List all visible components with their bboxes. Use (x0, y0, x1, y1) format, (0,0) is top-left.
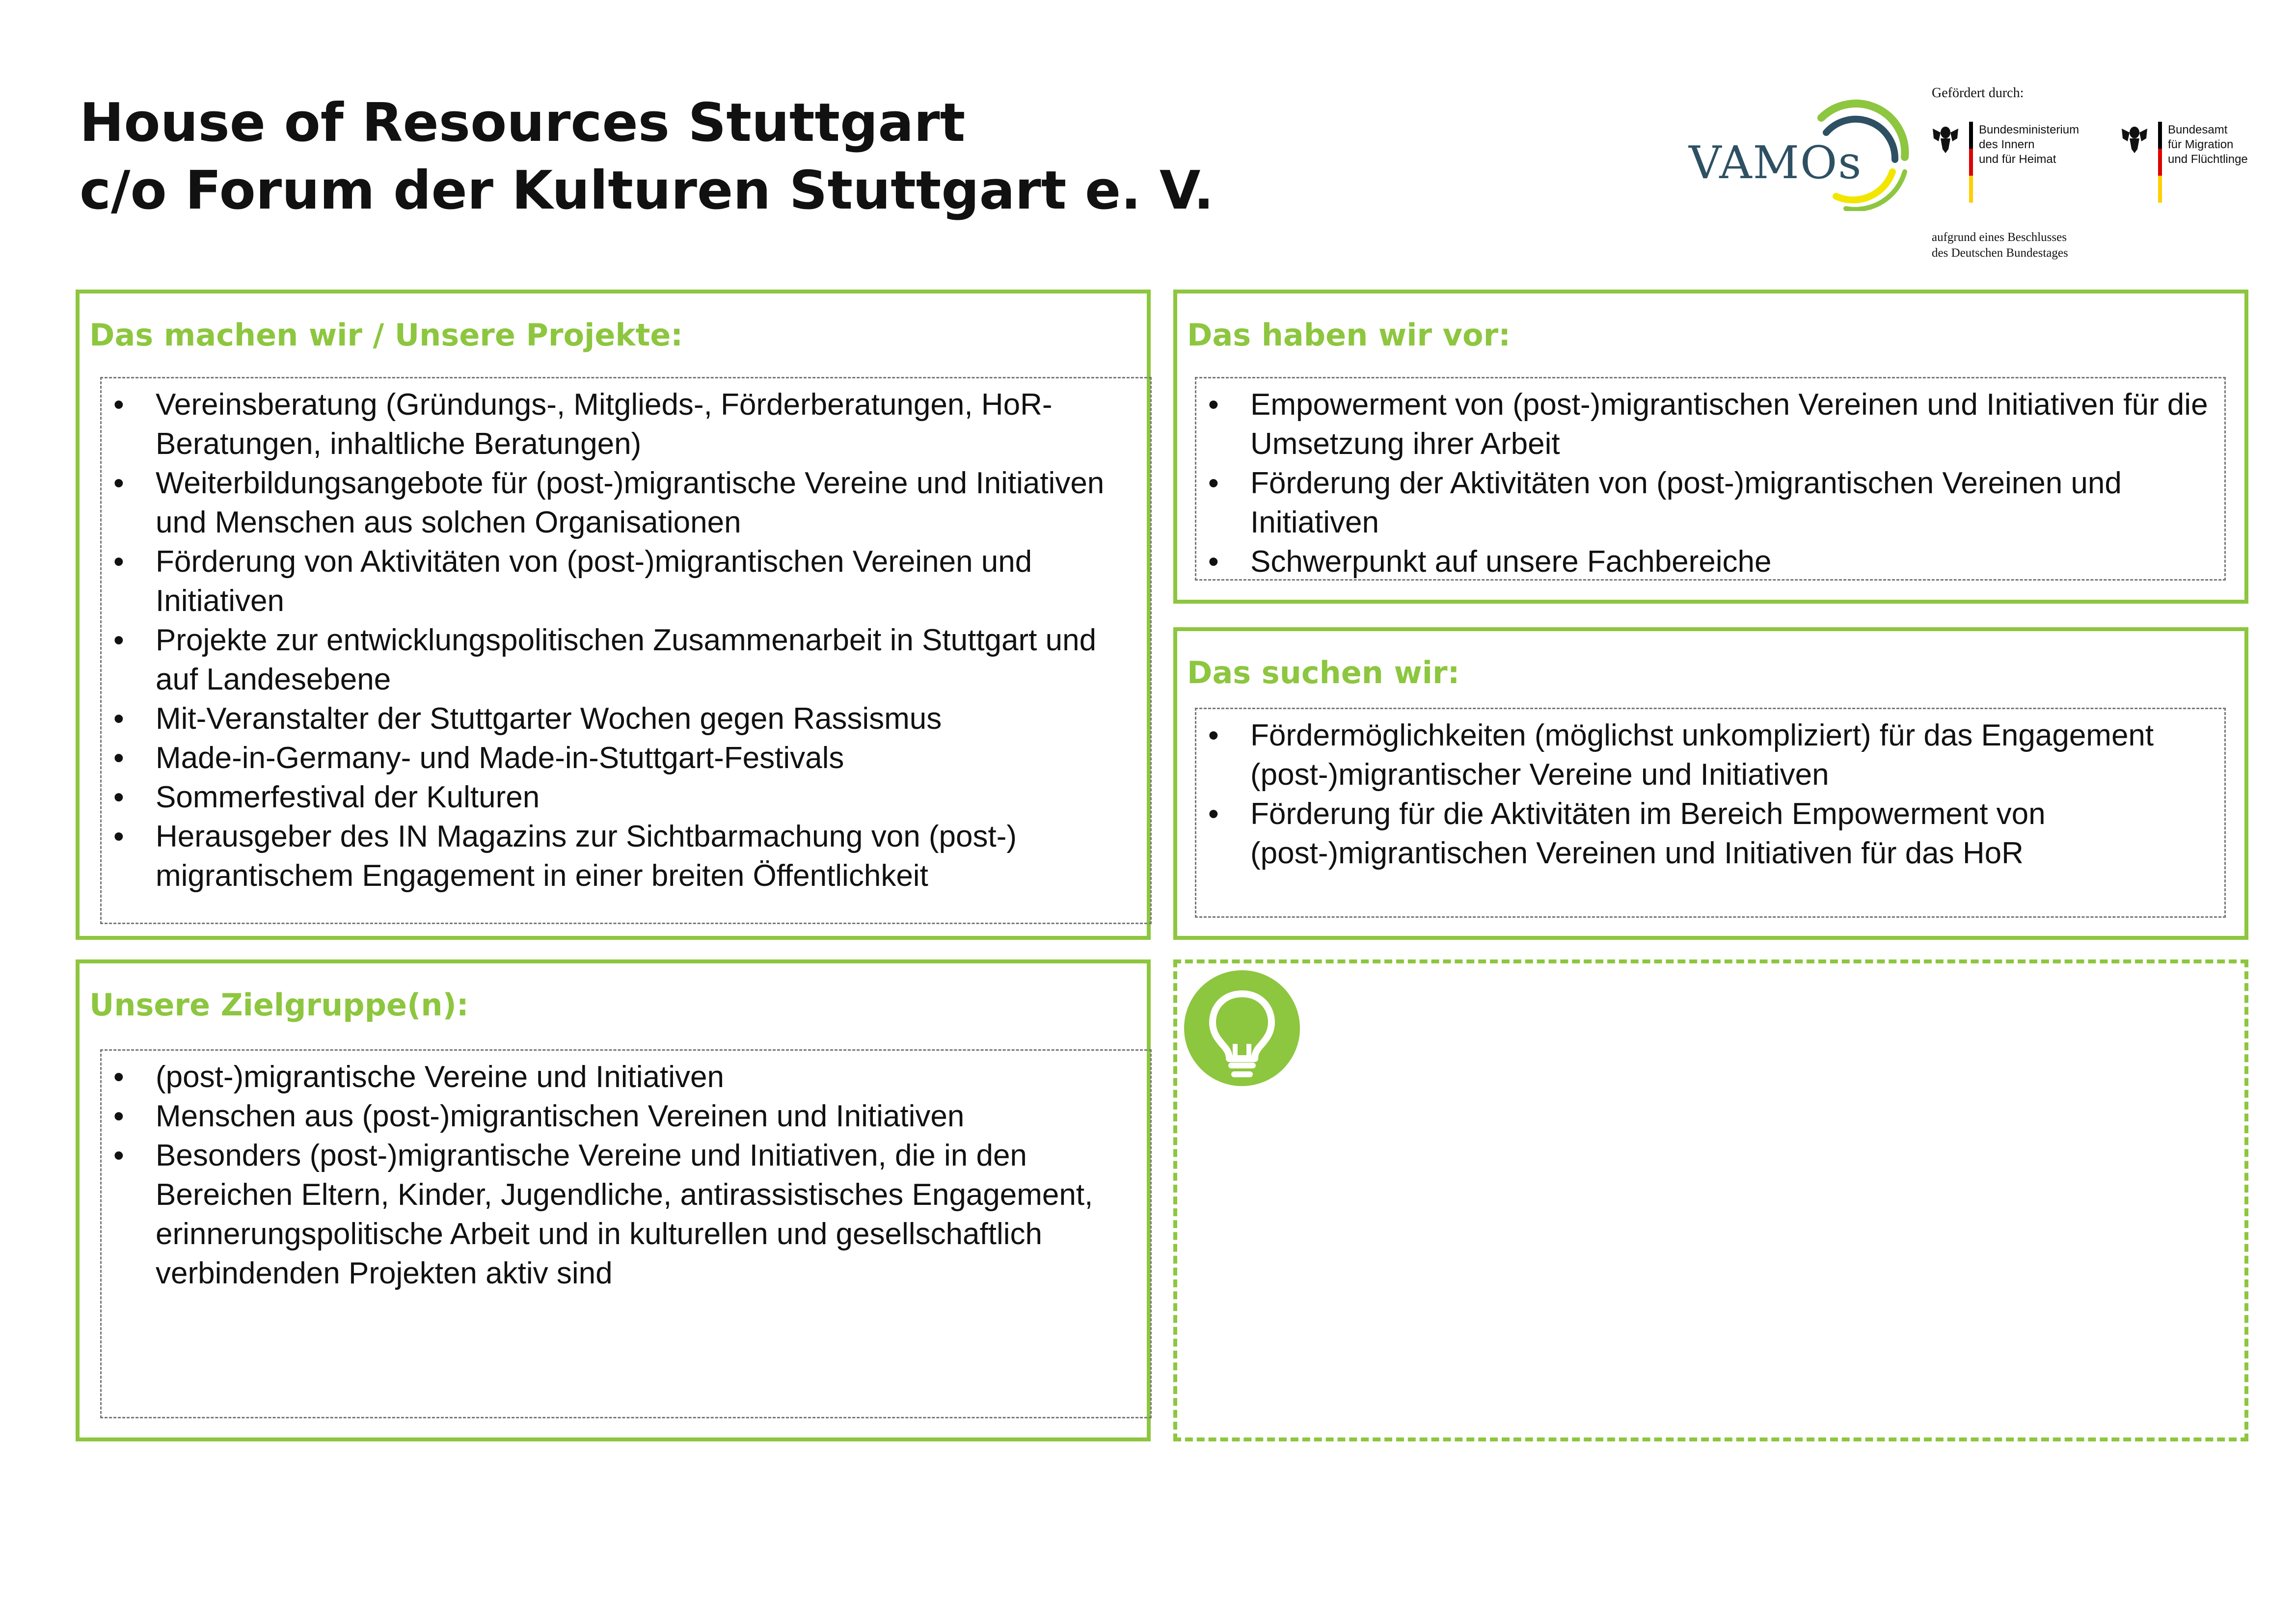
bamf-line: und Flüchtlinge (2168, 153, 2248, 166)
lightbulb-icon (1184, 970, 1300, 1086)
german-flag-bar (2158, 122, 2162, 203)
german-flag-bar (1969, 122, 1973, 203)
list-item: • Empowerment von (post-)migrantischen Vereinen und Initiativen für die Umsetzung ihrer Arbeit (1208, 385, 2215, 464)
list-item: • (post-)migrantische Vereine und Initiativen (113, 1058, 1141, 1097)
list-item: • Förderung von Aktivitäten von (post-)migrantischen Vereinen und Initiativen (113, 542, 1141, 621)
projects-textbox (100, 377, 1152, 924)
bundestag-line: des Deutschen Bundestages (1932, 246, 2068, 260)
panel-plans (1173, 290, 2248, 604)
list-item: • Herausgeber des IN Magazins zur Sichtbarmachung von (post-) migrantischem Engagement in einer breiten Öffentlichkeit (113, 817, 1141, 896)
list-item: • Förderung der Aktivitäten von (post-)migrantischen Vereinen und Initiativen (1208, 464, 2215, 542)
bmi-line: und für Heimat (1979, 153, 2056, 166)
list-item: • Fördermöglichkeiten (möglichst unkompliziert) für das Engagement (post-)migrantischer Vereine und Initiativen (1208, 716, 2215, 795)
list-item: • Made-in-Germany- und Made-in-Stuttgart-Festivals (113, 739, 1141, 778)
list-item: • Projekte zur entwicklungspolitischen Zusammenarbeit in Stuttgart und auf Landesebene (113, 621, 1141, 699)
bmi-line: des Innern (1979, 138, 2035, 151)
panel-heading: Das haben wir vor: (1187, 317, 1511, 353)
plans-textbox (1195, 377, 2226, 581)
vamos-arcs-icon (1807, 98, 1915, 211)
panel-heading: Das suchen wir: (1187, 655, 1460, 691)
panel-target-groups (76, 959, 1151, 1441)
list-item: • Mit-Veranstalter der Stuttgarter Wochen gegen Rassismus (113, 699, 1141, 739)
bundestag-note (1932, 230, 2068, 261)
eagle-icon (1932, 122, 1959, 154)
list-item: • Förderung für die Aktivitäten im Bereich Empowerment von (post-)migrantischen Vereinen und Initiativen für das HoR (1208, 795, 2215, 873)
title-line-2: c/o Forum der Kulturen Stuttgart e. V. (80, 160, 1214, 221)
target-groups-list (113, 1058, 1141, 1293)
list-item: • Menschen aus (post-)migrantischen Vereinen und Initiativen (113, 1097, 1141, 1136)
bamf-line: für Migration (2168, 138, 2234, 151)
list-item: • Vereinsberatung (Gründungs-, Mitglieds-, Förderberatungen, HoR-Beratungen, inhaltliche Beratungen) (113, 385, 1141, 464)
vamos-logo (1679, 98, 1915, 211)
list-item: • Besonders (post-)migrantische Vereine und Initiativen, die in den Bereichen Eltern, Kinder, Jugendliche, antirassistisches Engagement, erinnerungspolitische Arbeit und in kulturellen und gesellschaftlich verbindenden Projekten aktiv sind (113, 1136, 1141, 1293)
page-title (80, 89, 1214, 225)
plans-list (1208, 385, 2215, 582)
panel-heading: Unsere Zielgruppe(n): (89, 987, 469, 1023)
bundestag-line: aufgrund eines Beschlusses (1932, 231, 2067, 244)
list-item: • Sommerfestival der Kulturen (113, 778, 1141, 817)
bamf-text (2168, 123, 2248, 167)
list-item: • Weiterbildungsangebote für (post-)migrantische Vereine und Initiativen und Menschen aus solchen Organisationen (113, 464, 1141, 542)
target-groups-textbox (100, 1049, 1152, 1418)
funding-label: Gefördert durch: (1932, 85, 2024, 101)
eagle-icon (2121, 122, 2148, 154)
panel-search (1173, 627, 2248, 940)
panel-projects (76, 290, 1151, 940)
bmi-line: Bundesministerium (1979, 123, 2080, 136)
vamos-logo-text: VAMOs (1689, 136, 1863, 189)
bmi-text (1979, 123, 2079, 167)
projects-list (113, 385, 1141, 896)
bamf-line: Bundesamt (2168, 123, 2228, 136)
search-list (1208, 716, 2215, 873)
panel-heading: Das machen wir / Unsere Projekte: (89, 317, 683, 353)
list-item: • Schwerpunkt auf unsere Fachbereiche (1208, 542, 2215, 582)
title-line-1: House of Resources Stuttgart (80, 92, 966, 154)
search-textbox (1195, 708, 2226, 918)
panel-idea (1173, 959, 2248, 1441)
